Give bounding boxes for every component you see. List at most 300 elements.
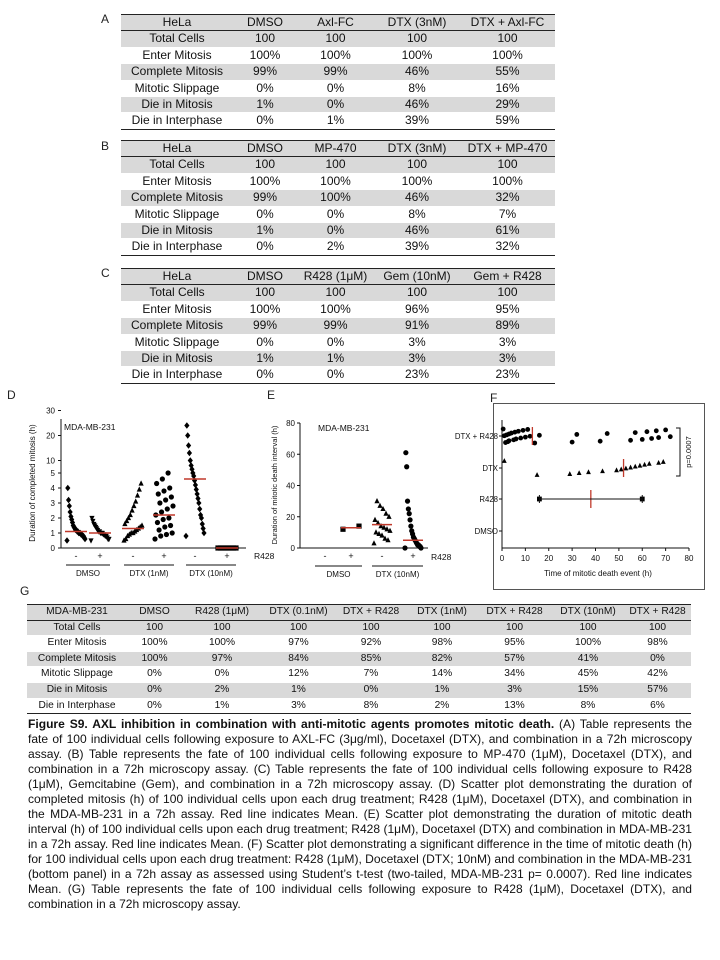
row-label: Enter Mitosis [121,301,233,317]
table-cell: 100% [297,190,374,206]
column-header: MDA-MB-231 [27,605,127,621]
data-point [528,434,533,439]
table-cell: 61% [460,223,555,239]
group-label: DTX (10nM) [189,569,233,578]
row-label: Enter Mitosis [121,173,233,189]
table-cell: 1% [262,682,335,698]
category-label: R428 [479,495,498,504]
table-cell: 12% [262,667,335,683]
x-tick-label: 30 [567,554,577,563]
y-tick-label: 1 [50,529,55,538]
table-cell: 3% [374,334,460,350]
table-cell: 2% [182,682,262,698]
y-tick-label: 10 [46,456,55,466]
category-label: DTX [482,464,498,473]
figure-caption [28,717,692,912]
table-cell: 100% [374,47,460,63]
data-point [165,470,170,475]
table-cell: 0% [127,667,182,683]
table-cell: 32% [460,190,555,206]
row-label: Die in Mitosis [121,351,233,367]
table-cell: 100 [233,31,297,47]
table-row [121,80,555,96]
y-tick-label: 30 [46,406,55,416]
chart-title: MDA-MB-231 [64,422,116,432]
table-cell: 84% [262,651,335,667]
column-header: HeLa [121,141,233,157]
p-value-annotation: p=0.0007 [684,436,693,468]
table-cell: 6% [624,698,691,714]
data-point [507,438,512,443]
table-cell: 45% [552,667,624,683]
data-point [170,530,175,535]
table-cell: 57% [477,651,552,667]
data-point [154,481,159,486]
table-cell: 100 [374,285,460,301]
table-header-row [121,141,555,157]
table-cell: 0% [297,223,374,239]
table-cell: 0% [297,97,374,113]
table-cell: 100% [182,636,262,652]
data-point [201,525,206,531]
panel-letter-e: E [267,388,276,402]
table-cell: 100% [127,636,182,652]
table-cell: 0% [297,80,374,96]
data-point [628,465,633,470]
y-tick-label: 3 [50,499,55,508]
caption-title: Figure S9. AXL inhibition in combination with anti-mitotic agents promotes mitotic death. [28,717,555,731]
table-cell: 89% [460,318,555,334]
table-cell: 100 [624,620,691,636]
table-cell: 95% [460,301,555,317]
column-header: DMSO [233,269,297,285]
table-cell: 1% [407,682,477,698]
table-cell: 8% [374,206,460,222]
table-cell: 100% [127,651,182,667]
table-cell: 0% [233,113,297,129]
data-point [133,498,138,503]
row-label: Total Cells [121,157,233,173]
table-cell: 100 [460,157,555,173]
table-cell: 100 [297,157,374,173]
data-point [661,459,666,464]
table-cell: 100 [335,620,407,636]
data-point [195,495,200,501]
data-point [645,429,650,434]
data-point [160,476,165,481]
table-cell: 100 [552,620,624,636]
table-row [121,31,555,47]
table-cell: 16% [460,80,555,96]
caption-body: (A) Table represents the fate of 100 individual cells following exposure to AXL-FC (3μg/ml), Docetaxel (DTX), and combination in a 72h microscopy assay. (B) Table represents the fate of 100 individual cells following exposure to MP-470 (1μM), Docetaxel (DTX), and combination in a 72h microscopy assay. (C) Table represents the fate of 100 individual cells following exposure to R428 (1μM), Gemcitabine (Gem), and combination in a 72h microscopy assay. (D) Scatter plot demonstrating the duration of completed mitosis (h) of 100 individual cells upon each drug treatment; R428 (1μM), Docetaxel (DTX), and combination in the MDA-MB-231 in a 72h assay. Red line indicates Mean. (E) Scatter plot demonstrating the duration of mitotic death interval (h) of 100 individual cells upon each drug treatment; R428 (1μM), Docetaxel (DTX) and combination in MDA-MB-231 in a 72h assay. Red line indicates Mean. (F) Scatter plot demonstrating a significant difference in the time of mitotic death (h) for 100 individual cells upon each drug treatment: R428 (1μM), Docetaxel (DTX; 10nM) and combination in the MDA-MB-231 (bottom panel) in a 72h assay as assessed using Student’s t-test (two-tailed, MDA-MB-231 p= 0.0007). Red line indicates Mean. (G) Table represents the fate of 100 individual cells following exposure to R428 (1μM), Docetaxel (DTX), and combination in a 72h microscopy assay. [28,717,692,911]
data-point [668,434,673,439]
chart-title: MDA-MB-231 [318,423,370,433]
data-point [525,427,530,432]
data-point [407,517,412,522]
group-label: DMSO [76,569,100,578]
table-cell: 0% [297,334,374,350]
table-cell: 23% [460,367,555,383]
column-header: DTX + R428 [477,605,552,621]
table-cell: 100% [297,173,374,189]
group-label: DTX (1nM) [129,569,169,578]
data-point [137,486,142,491]
data-point [157,500,162,505]
data-point [196,500,201,506]
data-point [88,538,93,543]
data-point [188,457,193,463]
panel-letter-f: F [490,391,498,405]
table-cell: 100 [460,31,555,47]
table-cell: 99% [297,64,374,80]
row-label: Die in Mitosis [27,682,127,698]
data-point [633,430,638,435]
table-cell: 91% [374,318,460,334]
data-point [193,482,198,488]
data-point [166,515,171,520]
data-point [623,466,628,471]
table-cell: 100 [127,620,182,636]
table-cell: 3% [460,334,555,350]
table-cell: 99% [233,64,297,80]
x-axis-label: Time of mitotic death event (h) [544,569,652,578]
x-tick-label: 60 [637,554,647,563]
table-g [27,604,691,714]
table-cell: 46% [374,64,460,80]
table-cell: 3% [460,351,555,367]
column-header: DMSO [127,605,182,621]
data-point [156,491,161,496]
x-sign-label: - [193,551,197,561]
table-cell: 8% [374,80,460,96]
category-label: DTX + R428 [454,432,498,441]
data-point [183,533,188,539]
row-label: Die in Interphase [121,113,233,129]
column-header: DTX (10nM) [552,605,624,621]
table-row [27,620,691,636]
data-point [521,428,526,433]
data-point [619,467,624,472]
data-point [165,506,170,511]
data-point [195,491,200,497]
row-label: Enter Mitosis [121,47,233,63]
data-point [501,427,506,432]
data-point [537,433,542,438]
table-cell: 7% [460,206,555,222]
x-sign-label: + [224,551,230,561]
table-cell: 2% [297,239,374,255]
panel-letter-d: D [7,388,16,402]
table-cell: 2% [407,698,477,714]
data-point [372,517,377,522]
panel-letter-g: G [20,584,30,598]
table-cell: 42% [624,667,691,683]
data-point [402,545,407,550]
table-cell: 0% [233,239,297,255]
table-cell: 85% [335,651,407,667]
table-cell: 100 [297,31,374,47]
row-label: Total Cells [27,620,127,636]
column-header: DTX + R428 [335,605,407,621]
column-header: DTX (1nM) [407,605,477,621]
table-cell: 100 [262,620,335,636]
table-cell: 100 [297,285,374,301]
table-row [121,157,555,173]
x-tick-label: 80 [684,554,694,563]
row-label: Mitotic Slippage [121,206,233,222]
table-cell: 0% [127,682,182,698]
column-header: DTX + MP-470 [460,141,555,157]
table-cell: 8% [552,698,624,714]
data-point [185,432,190,438]
y-axis-label: Duration of mitotic death interval (h) [270,425,279,545]
data-point [200,521,205,527]
table-row [121,47,555,63]
x-tick-label: 20 [544,554,554,563]
table-cell: 92% [335,636,407,652]
table-cell: 0% [335,682,407,698]
row-label: Complete Mitosis [121,190,233,206]
data-point [567,471,572,476]
scatter-plot-d [14,408,276,578]
table-cell: 99% [233,190,297,206]
y-tick-label: 4 [50,484,55,493]
table-header-row [121,15,555,31]
data-point [535,472,540,477]
row-label: R428 [431,552,452,562]
data-point [162,524,167,529]
group-label: DMSO [326,570,351,579]
table-a [121,14,555,130]
table-row [121,173,555,189]
row-label: Die in Mitosis [121,97,233,113]
table-cell: 39% [374,239,460,255]
data-point [186,442,191,448]
table-cell: 0% [297,206,374,222]
data-point [167,485,172,490]
table-cell: 100 [182,620,262,636]
data-point [156,527,161,532]
data-point [577,470,582,475]
table-c [121,268,555,384]
table-row [121,301,555,317]
table-cell: 0% [297,367,374,383]
data-point [642,462,647,467]
data-point [640,437,645,442]
column-header: DTX (0.1nM) [262,605,335,621]
table-row [121,190,555,206]
table-cell: 100% [460,47,555,63]
data-point [163,497,168,502]
data-point [514,437,519,442]
data-point [371,540,376,545]
column-header: DTX + R428 [624,605,691,621]
table-cell: 39% [374,113,460,129]
data-point [663,428,668,433]
table-row [121,367,555,383]
table-cell: 82% [407,651,477,667]
table-cell: 0% [233,334,297,350]
table-cell: 41% [552,651,624,667]
y-tick-label: 20 [46,431,55,441]
row-label: R428 [254,551,275,561]
data-point [64,537,69,543]
table-cell: 0% [624,651,691,667]
table-cell: 1% [297,113,374,129]
table-cell: 100% [460,173,555,189]
table-cell: 0% [182,667,262,683]
y-tick-label: 60 [286,450,295,460]
panel-letter-c: C [101,266,110,280]
table-cell: 46% [374,97,460,113]
table-cell: 100% [552,636,624,652]
x-tick-label: 10 [520,554,530,563]
data-point [197,506,202,512]
data-point [408,524,413,529]
data-point [656,435,661,440]
table-cell: 55% [460,64,555,80]
table-cell: 14% [407,667,477,683]
table-cell: 13% [477,698,552,714]
table-cell: 95% [477,636,552,652]
x-sign-label: - [131,551,135,561]
x-tick-label: 70 [661,554,671,563]
data-point [647,461,652,466]
data-point [201,530,206,536]
y-tick-label: 40 [286,481,295,491]
data-point [68,509,73,515]
x-tick-label: 40 [591,554,600,563]
data-point [614,467,619,472]
data-point [377,503,382,508]
data-point [155,520,160,525]
data-point [164,532,169,537]
table-row [121,223,555,239]
data-point [598,439,603,444]
table-cell: 0% [233,206,297,222]
data-point [406,506,411,511]
y-tick-label: 80 [286,419,295,428]
panel-letter-b: B [101,139,110,153]
y-tick-label: 2 [50,514,55,523]
scatter-plot-f [440,408,710,588]
table-cell: 32% [460,239,555,255]
table-cell: 100 [374,157,460,173]
column-header: MP-470 [297,141,374,157]
significance-bracket [676,428,680,476]
table-cell: 34% [477,667,552,683]
data-point [628,438,633,443]
table-cell: 29% [460,97,555,113]
table-cell: 97% [262,636,335,652]
data-point [373,529,378,534]
column-header: R428 (1μM) [182,605,262,621]
table-row [121,113,555,129]
table-cell: 8% [335,698,407,714]
data-point [605,431,610,436]
column-header: DMSO [233,15,297,31]
x-sign-label: + [97,551,103,561]
x-sign-label: + [410,551,416,561]
data-point [131,503,136,508]
x-sign-label: - [323,551,327,561]
table-cell: 99% [297,318,374,334]
row-label: Total Cells [121,31,233,47]
data-point [600,468,605,473]
group-label: DTX (10nM) [375,570,420,579]
table-b [121,140,555,256]
table-row [27,682,691,698]
table-cell: 100% [233,173,297,189]
table-row [121,206,555,222]
column-header: HeLa [121,15,233,31]
table-cell: 100% [297,301,374,317]
table-cell: 1% [297,351,374,367]
data-point [170,503,175,508]
data-point [65,485,70,491]
table-cell: 100% [233,301,297,317]
data-point [407,511,412,516]
table-row [121,97,555,113]
table-row [27,651,691,667]
x-sign-label: + [161,551,167,561]
table-row [121,64,555,80]
x-sign-label: + [348,551,354,561]
data-point [169,494,174,499]
table-row [121,285,555,301]
data-point [139,480,144,485]
data-point [656,460,661,465]
table-cell: 97% [182,651,262,667]
row-label: Complete Mitosis [121,318,233,334]
row-label: Mitotic Slippage [121,80,233,96]
column-header: DTX (3nM) [374,141,460,157]
data-point [649,436,654,441]
data-point [152,536,157,541]
column-header: Gem + R428 [460,269,555,285]
data-point [130,507,135,512]
table-cell: 100 [233,157,297,173]
data-point [532,441,537,446]
y-tick-label: 0 [50,544,55,553]
table-cell: 100 [477,620,552,636]
data-point [66,497,71,503]
table-cell: 100% [297,47,374,63]
x-sign-label: - [74,551,78,561]
column-header: Axl-FC [297,15,374,31]
table-cell: 1% [233,97,297,113]
data-point [159,509,164,514]
data-point [194,486,199,492]
data-point [161,517,166,522]
data-point [586,469,591,474]
row-label: Complete Mitosis [27,651,127,667]
table-cell: 3% [374,351,460,367]
column-header: HeLa [121,269,233,285]
data-point [574,432,579,437]
table-row [121,318,555,334]
table-cell: 98% [624,636,691,652]
column-header: DTX (3nM) [374,15,460,31]
table-cell: 0% [233,80,297,96]
table-cell: 3% [262,698,335,714]
table-row [27,636,691,652]
data-point [184,422,189,428]
data-point [502,458,507,463]
data-point [383,511,388,516]
data-point [523,435,528,440]
table-cell: 46% [374,190,460,206]
